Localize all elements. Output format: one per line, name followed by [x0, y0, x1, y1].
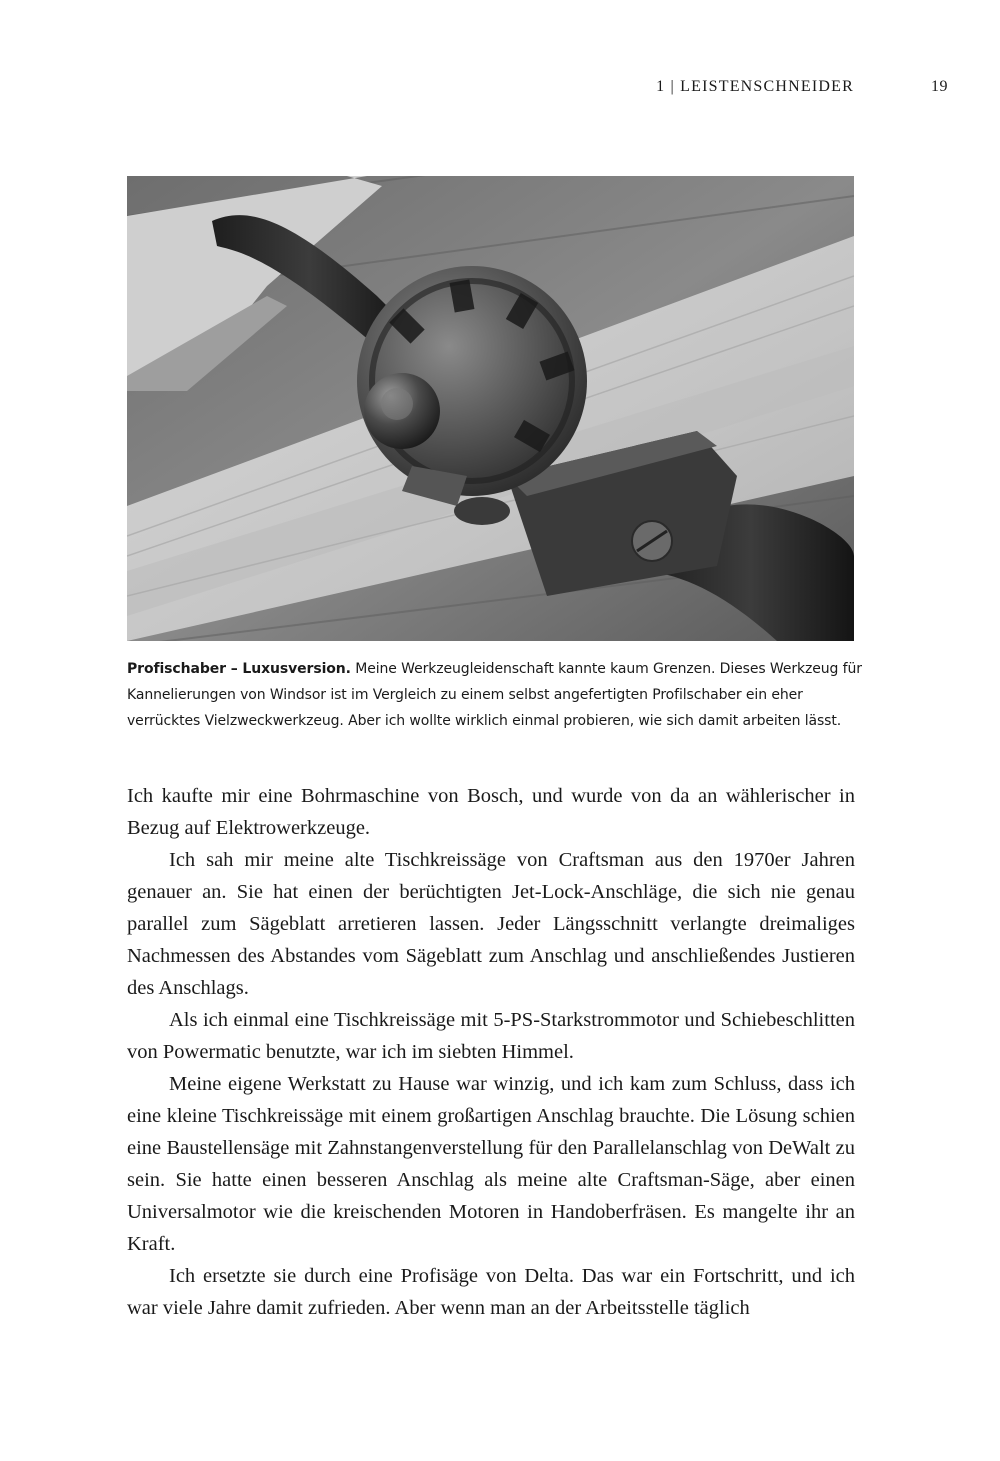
paragraph: Meine eigene Werkstatt zu Hause war winzig, und ich kam zum Schluss, dass ich eine kleine Tischkreissäge mit einem großartigen Anschlag brauchte. Die Lösung schien eine Baustellensäge mit Zahnstangenverstellung für den Parallelanschlag von DeWalt zu sein. Sie hatte einen besseren Anschlag als meine alte Craftsman-Säge, aber einen Universalmotor wie die kreischenden Motoren in Handoberfräsen. Es mangelte ihr an Kraft. — [127, 1073, 855, 1255]
paragraph: Als ich einmal eine Tischkreissäge mit 5-PS-Starkstrommotor und Schiebeschlitten von Powermatic benutzte, war ich im siebten Himmel. — [127, 1009, 855, 1063]
running-header — [0, 78, 1000, 102]
caption-text: Meine Werkzeugleidenschaft kannte kaum Grenzen. Dieses Werkzeug für Kannelierungen von Windsor ist im Vergleich zu einem selbst angefertigten Profilschaber ein eher verrücktes Vielzweckwerkzeug. Aber ich wollte wirklich einmal probieren, wie sich damit arbeiten lässt. — [127, 661, 862, 729]
page-number: 19 — [931, 78, 948, 95]
figure-photo — [127, 176, 854, 641]
caption-title: Profischaber – Luxusversion. — [127, 661, 351, 677]
paragraph: Ich kaufte mir eine Bohrmaschine von Bosch, und wurde von da an wählerischer in Bezug auf Elektrowerkzeuge. — [127, 785, 855, 839]
paragraph: Ich sah mir meine alte Tischkreissäge von Craftsman aus den 1970er Jahren genauer an. Sie hat einen der berüchtigten Jet-Lock-Anschläge, die sich nie genau parallel zum Sägeblatt arretieren lassen. Jeder Längsschnitt verlangte dreimaliges Nachmessen des Abstandes vom Sägeblatt zum Anschlag und anschließendes Justieren des Anschlags. — [127, 849, 855, 999]
body-text — [127, 780, 855, 1324]
paragraph: Ich ersetzte sie durch eine Profisäge von Delta. Das war ein Fortschritt, und ich war viele Jahre damit zufrieden. Aber wenn man an der Arbeitsstelle täglich — [127, 1265, 855, 1319]
photo-icon — [127, 176, 854, 641]
chapter-title: 1 | LEISTENSCHNEIDER — [656, 78, 854, 95]
figure-caption — [127, 656, 862, 734]
